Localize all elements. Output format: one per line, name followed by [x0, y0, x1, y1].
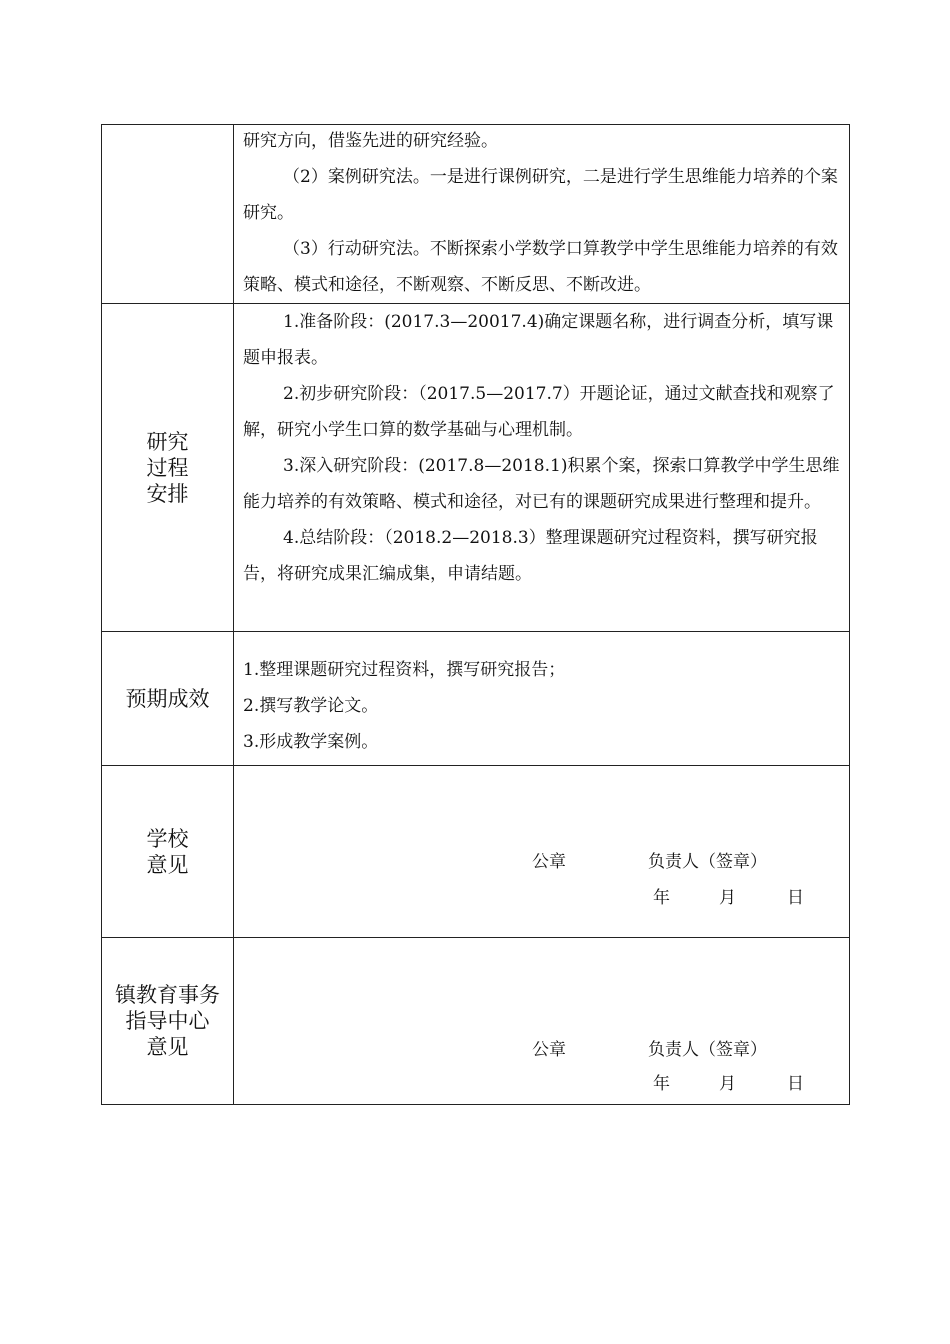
school-date-day: 日 [787, 888, 804, 908]
outcome-item-1: 1.整理课题研究过程资料，撰写研究报告； [243, 660, 566, 680]
school-date-year: 年 [653, 888, 670, 908]
outcomes-row [102, 632, 850, 766]
process-stage-3: 3.深入研究阶段：(2017.8—2018.1)积累个案，探索口算教学中学生思维能力培养的有效策略、模式和途径，对已有的课题研究成果进行整理和提升。 [243, 456, 840, 512]
school-label-line-2: 意见 [146, 852, 189, 877]
school-date-month: 月 [719, 888, 736, 908]
school-signature-cell [234, 766, 850, 938]
outcome-item-3: 3.形成教学案例。 [243, 732, 379, 752]
outcome-item-2: 2.撰写教学论文。 [243, 696, 379, 716]
town-seal-label: 公章 [532, 1040, 566, 1060]
methods-line-1: 研究方向，借鉴先进的研究经验。 [243, 131, 498, 151]
town-label-line-3: 意见 [146, 1035, 189, 1059]
school-label-line-1: 学校 [146, 826, 189, 851]
town-label-line-2: 指导中心 [125, 1009, 210, 1033]
process-content-cell [234, 304, 850, 632]
methods-row [102, 125, 850, 304]
research-form-table [101, 124, 850, 1105]
outcomes-content-cell [234, 632, 850, 766]
process-stage-1: 1.准备阶段：(2017.3—20017.4)确定课题名称，进行调查分析，填写课题申报表。 [243, 312, 834, 368]
school-signatory-label: 负责人（签章） [648, 852, 767, 872]
town-date-month: 月 [719, 1074, 736, 1094]
town-label-cell [102, 938, 234, 1105]
process-row [102, 304, 850, 632]
school-label-cell [102, 766, 234, 938]
town-label-line-1: 镇教育事务 [115, 983, 220, 1007]
town-opinion-row [102, 938, 850, 1105]
process-label-line-2: 过程 [146, 455, 189, 480]
town-date-year: 年 [653, 1074, 670, 1094]
town-signatory-label: 负责人（签章） [648, 1040, 767, 1060]
process-label-cell [102, 304, 234, 632]
school-opinion-row [102, 766, 850, 938]
process-label-line-3: 安排 [146, 481, 189, 506]
process-stage-4: 4.总结阶段：（2018.2—2018.3）整理课题研究过程资料，撰写研究报告，将研究成果汇编成集，申请结题。 [243, 528, 818, 584]
process-stage-2: 2.初步研究阶段：（2017.5—2017.7）开题论证，通过文献查找和观察了解，研究小学生口算的数学基础与心理机制。 [243, 384, 835, 440]
methods-label-cell [102, 125, 234, 304]
town-date-day: 日 [787, 1074, 804, 1094]
outcomes-label-cell: 预期成效 [102, 632, 234, 766]
school-seal-label: 公章 [532, 852, 566, 872]
town-signature-cell [234, 938, 850, 1105]
methods-line-2: （2）案例研究法。一是进行课例研究，二是进行学生思维能力培养的个案研究。 [243, 167, 838, 223]
process-label-line-1: 研究 [146, 429, 189, 454]
methods-line-3: （3）行动研究法。不断探索小学数学口算教学中学生思维能力培养的有效策略、模式和途径，不断观察、不断反思、不断改进。 [243, 239, 838, 295]
methods-content-cell [234, 125, 850, 304]
